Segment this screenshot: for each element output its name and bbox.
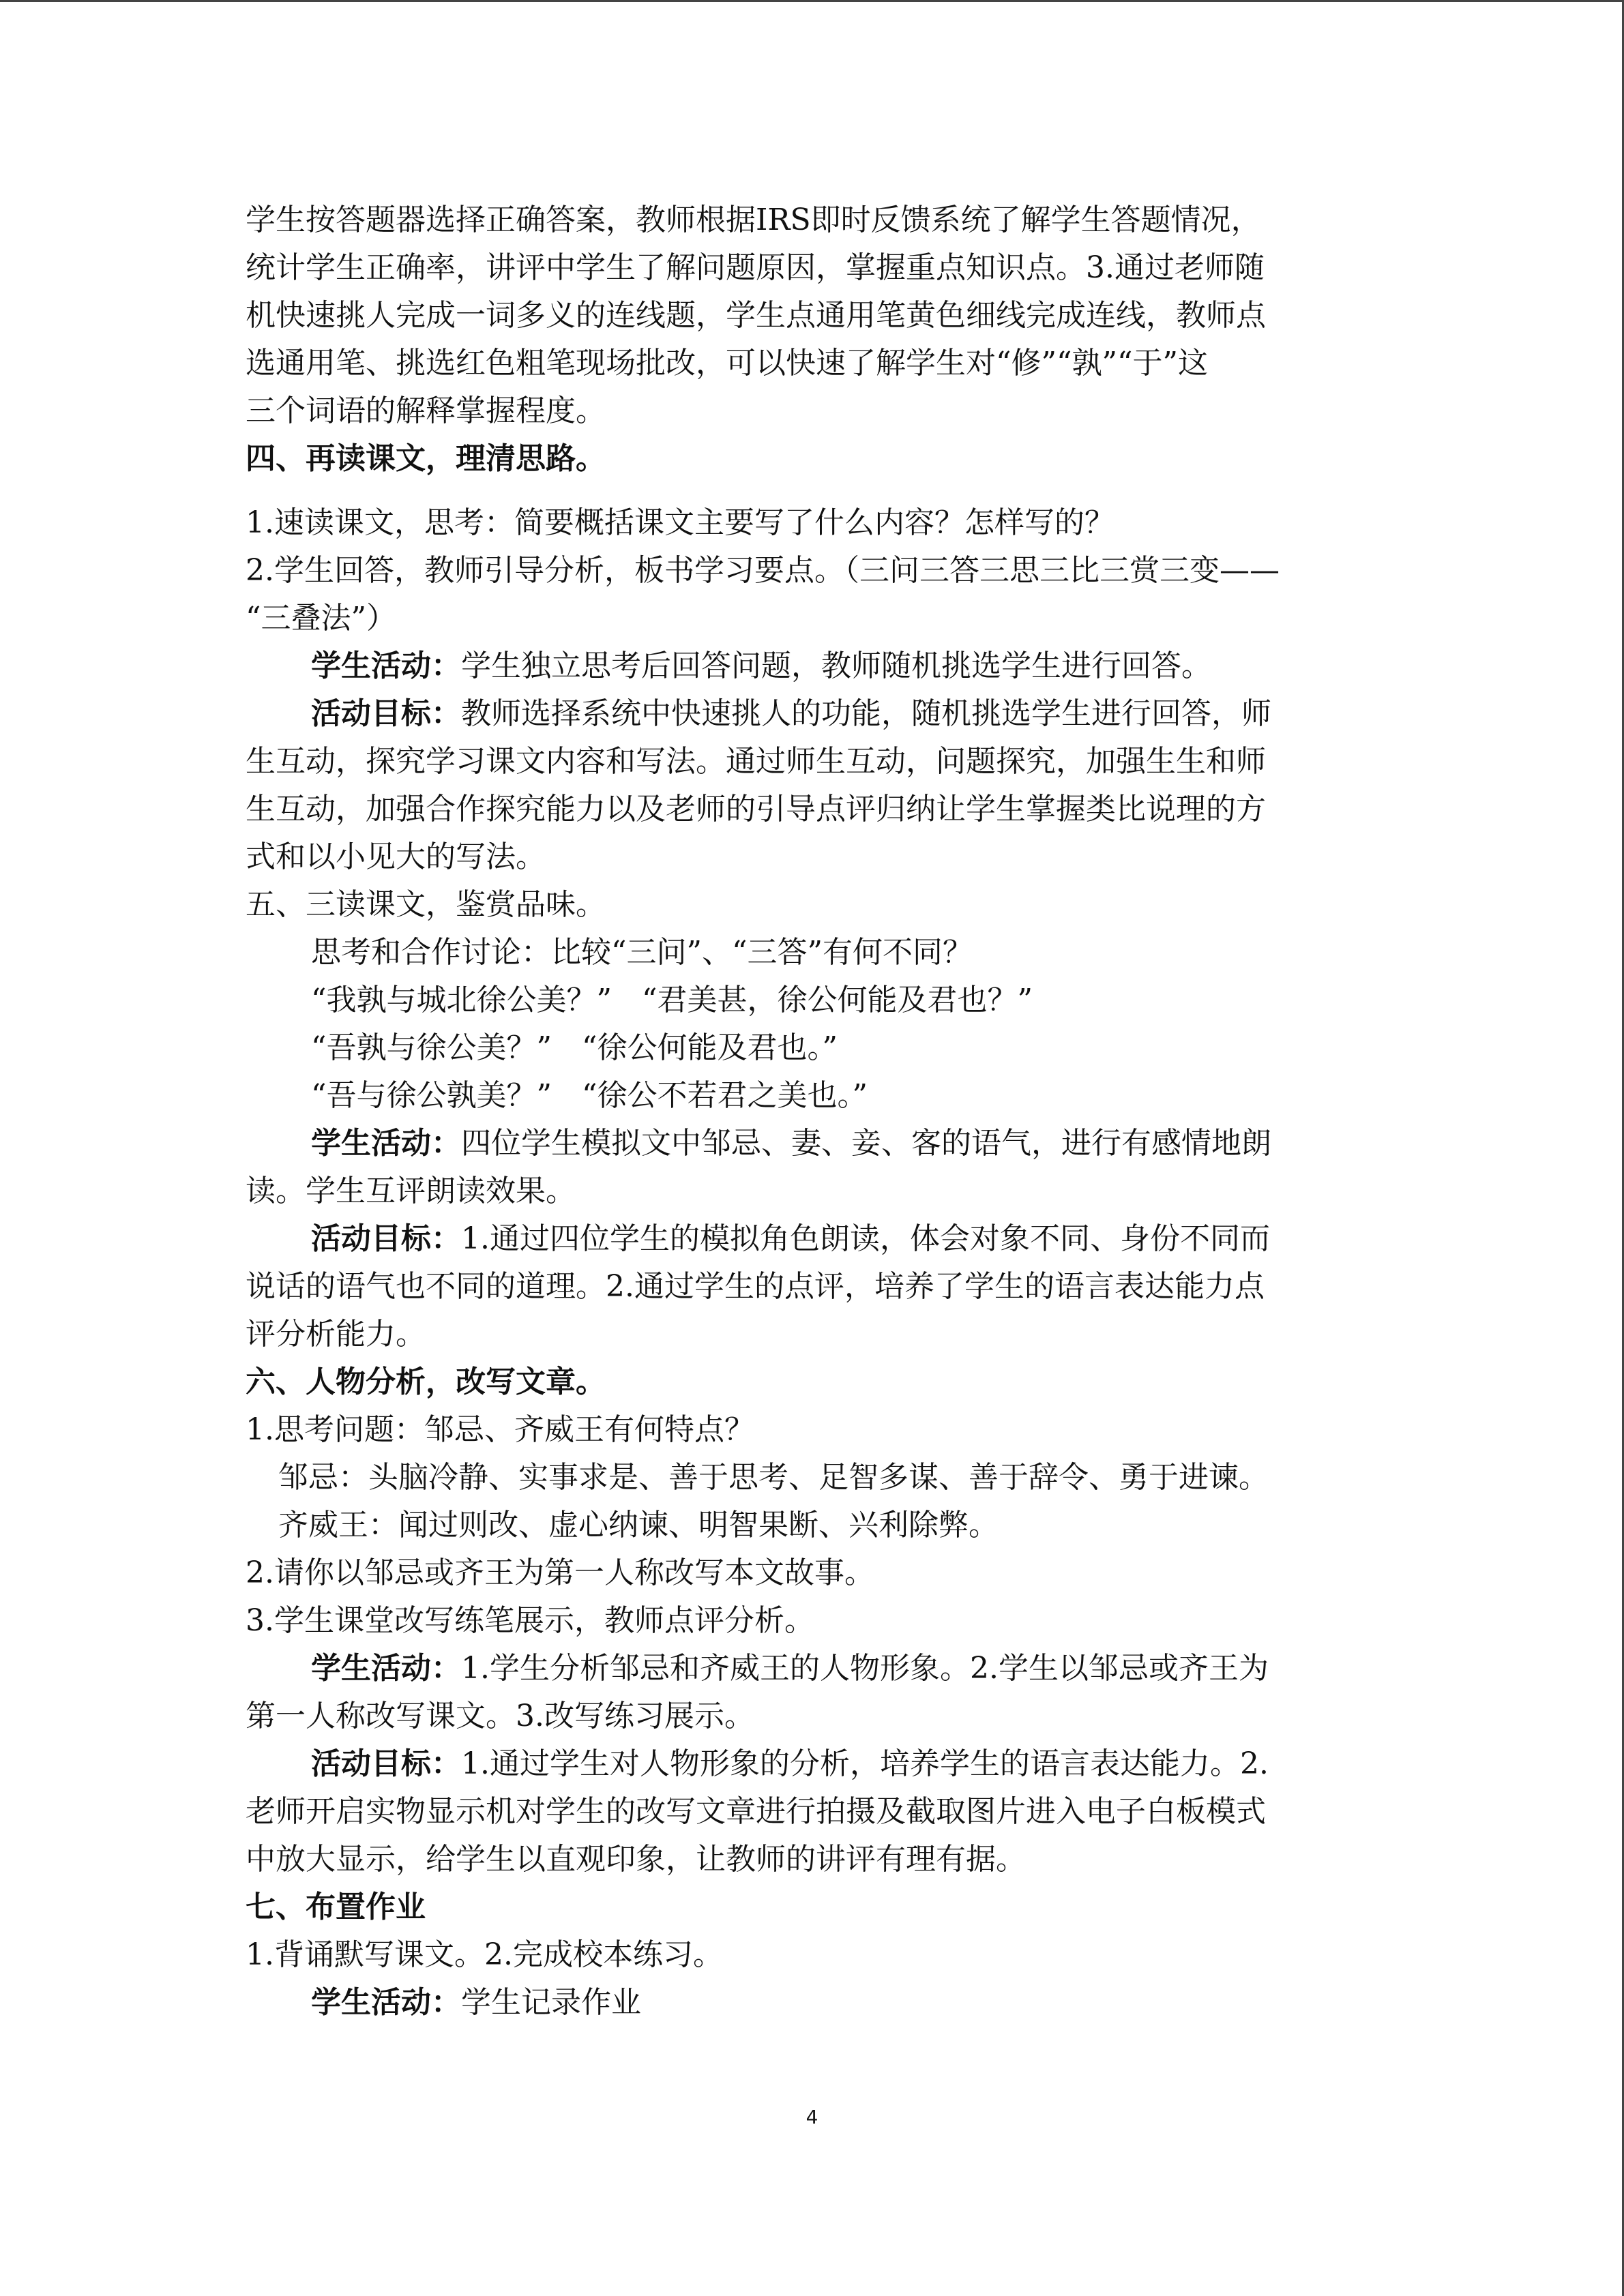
text-line <box>246 1979 1381 2027</box>
section-heading <box>246 435 1381 483</box>
text-line <box>246 499 1381 547</box>
line-text: 评分析能力。 <box>246 1317 426 1352</box>
text-line <box>246 833 1381 881</box>
line-text: 1.思考问题：邹忌、齐威王有何特点？ <box>246 1412 754 1447</box>
text-line <box>246 387 1381 435</box>
line-text: 3.学生课堂改写练笔展示，教师点评分析。 <box>246 1603 814 1638</box>
line-text: “我孰与城北徐公美？” “君美甚，徐公何能及君也？” <box>311 983 1033 1017</box>
section-heading <box>246 1358 1381 1406</box>
line-text: 生互动，探究学习课文内容和写法。通过师生互动，问题探究，加强生生和师 <box>246 744 1266 779</box>
text-line <box>246 1788 1381 1836</box>
text-line <box>246 1740 1381 1788</box>
line-text: 1.通过四位学生的模拟角色朗读，体会对象不同、身份不同而 <box>461 1221 1270 1256</box>
text-line <box>246 976 1381 1024</box>
line-text: 学生记录作业 <box>461 1985 641 2020</box>
line-text: 选通用笔、挑选红色粗笔现场批改，可以快速了解学生对“修”“孰”“于”这 <box>246 346 1208 381</box>
line-text: “吾孰与徐公美？” “徐公何能及君也。” <box>311 1030 838 1065</box>
line-text: 学生按答题器选择正确答案，教师根据IRS即时反馈系统了解学生答题情况， <box>246 203 1261 237</box>
text-line <box>246 881 1381 929</box>
line-text: 学生独立思考后回答问题，教师随机挑选学生进行回答。 <box>461 648 1211 683</box>
text-line <box>246 340 1381 387</box>
line-text: 四、再读课文，理清思路。 <box>246 441 606 476</box>
text-line <box>246 292 1381 340</box>
text-line <box>246 1167 1381 1215</box>
line-text: 1.背诵默写课文。2.完成校本练习。 <box>246 1937 723 1972</box>
line-text: 三个词语的解释掌握程度。 <box>246 393 606 428</box>
text-line <box>246 1502 1381 1549</box>
line-text: 统计学生正确率，讲评中学生了解问题原因，掌握重点知识点。3.通过老师随 <box>246 250 1265 285</box>
page-border-top <box>0 0 1624 2</box>
text-line <box>246 1931 1381 1979</box>
line-text: 2.请你以邹忌或齐王为第一人称改写本文故事。 <box>246 1555 874 1590</box>
text-line <box>246 929 1381 976</box>
text-line <box>246 1072 1381 1120</box>
line-text: 六、人物分析，改写文章。 <box>246 1365 606 1399</box>
text-line <box>246 1024 1381 1072</box>
text-line <box>246 1693 1381 1740</box>
line-text: 中放大显示，给学生以直观印象，让教师的讲评有理有据。 <box>246 1842 1026 1877</box>
line-text: 五、三读课文，鉴赏品味。 <box>246 887 606 922</box>
text-line <box>246 595 1381 642</box>
line-text: 说话的语气也不同的道理。2.通过学生的点评，培养了学生的语言表达能力点 <box>246 1269 1265 1304</box>
section-heading <box>246 1883 1381 1931</box>
line-text: “吾与徐公孰美？” “徐公不若君之美也。” <box>311 1078 868 1113</box>
line-text: 齐威王：闻过则改、虚心纳谏、明智果断、兴利除弊。 <box>278 1508 999 1542</box>
activity-label: 学生活动： <box>311 648 461 683</box>
text-line <box>246 1311 1381 1358</box>
line-text: 1.速读课文，思考：简要概括课文主要写了什么内容？怎样写的？ <box>246 505 1114 540</box>
text-line <box>246 1406 1381 1454</box>
text-line <box>246 690 1381 738</box>
text-line <box>246 196 1381 244</box>
line-text: 2.学生回答，教师引导分析，板书学习要点。（三问三答三思三比三赏三变—— <box>246 553 1280 588</box>
text-line <box>246 244 1381 292</box>
line-text: 教师选择系统中快速挑人的功能，随机挑选学生进行回答，师 <box>461 696 1271 731</box>
activity-label: 学生活动： <box>311 1651 461 1686</box>
text-line <box>246 1120 1381 1167</box>
activity-label: 活动目标： <box>311 696 461 731</box>
line-text: 思考和合作讨论：比较“三问”、“三答”有何不同？ <box>311 935 973 970</box>
text-line <box>246 786 1381 833</box>
line-text: 第一人称改写课文。3.改写练习展示。 <box>246 1699 754 1733</box>
line-text: 读。学生互评朗读效果。 <box>246 1174 576 1208</box>
page-number: 4 <box>806 2106 818 2128</box>
line-text: 四位学生模拟文中邹忌、妻、妾、客的语气，进行有感情地朗 <box>461 1126 1271 1161</box>
text-line <box>246 1597 1381 1645</box>
text-line <box>246 738 1381 786</box>
line-text: 1.学生分析邹忌和齐威王的人物形象。2.学生以邹忌或齐王为 <box>461 1651 1269 1686</box>
document-body <box>246 196 1381 2027</box>
activity-label: 学生活动： <box>311 1126 461 1161</box>
line-text: 老师开启实物显示机对学生的改写文章进行拍摄及截取图片进入电子白板模式 <box>246 1794 1266 1829</box>
line-text: 七、布置作业 <box>246 1890 426 1924</box>
text-line <box>246 1836 1381 1883</box>
text-line <box>246 547 1381 595</box>
activity-label: 活动目标： <box>311 1746 461 1781</box>
line-text: “三叠法”） <box>246 601 396 636</box>
text-line <box>246 1454 1381 1502</box>
text-line <box>246 1215 1381 1263</box>
line-text: 邹忌：头脑冷静、实事求是、善于思考、足智多谋、善于辞令、勇于进谏。 <box>278 1460 1269 1495</box>
line-text: 生互动，加强合作探究能力以及老师的引导点评归纳让学生掌握类比说理的方 <box>246 792 1266 826</box>
line-text: 式和以小见大的写法。 <box>246 839 546 874</box>
activity-label: 学生活动： <box>311 1985 461 2020</box>
line-text: 机快速挑人完成一词多义的连线题，学生点通用笔黄色细线完成连线，教师点 <box>246 298 1266 333</box>
line-text: 1.通过学生对人物形象的分析，培养学生的语言表达能力。2. <box>461 1746 1269 1781</box>
text-line <box>246 1549 1381 1597</box>
text-line <box>246 1645 1381 1693</box>
text-line <box>246 642 1381 690</box>
activity-label: 活动目标： <box>311 1221 461 1256</box>
text-line <box>246 1263 1381 1311</box>
